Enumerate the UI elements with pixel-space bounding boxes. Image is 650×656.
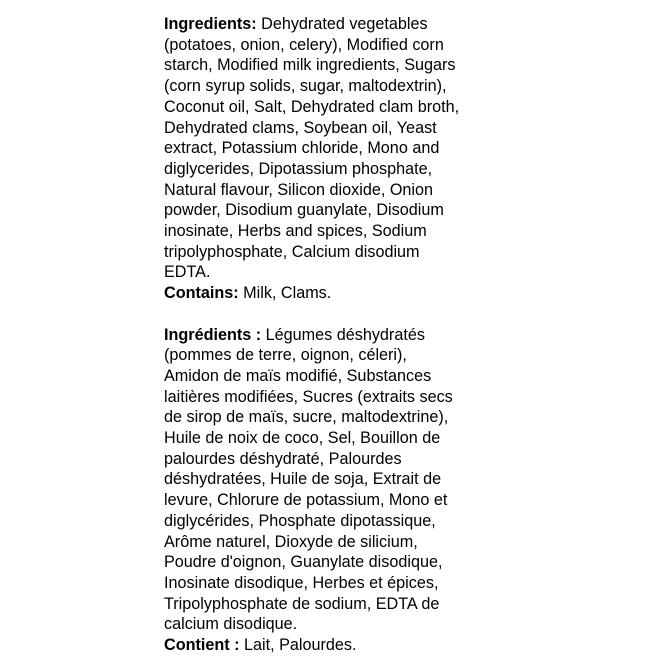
french-line-12: Poudre d'oignon, Guanylate disodique, <box>164 553 443 572</box>
english-line-5: Coconut oil, Salt, Dehydrated clam broth, <box>164 97 460 116</box>
english-line-10: powder, Disodium guanylate, Disodium <box>164 201 444 220</box>
french-line-14: Tripolyphosphate de sodium, EDTA de <box>164 594 440 613</box>
french-line-10: diglycérides, Phosphate dipotassique, <box>164 511 436 530</box>
section-spacer <box>164 304 504 325</box>
french-line-8: déshydratées, Huile de soja, Extrait de <box>164 470 442 489</box>
french-line-4: laitières modifiées, Sucres (extraits secs <box>164 387 453 406</box>
english-line-11: inosinate, Herbs and spices, Sodium <box>164 222 427 241</box>
english-contains-text: Milk, Clams. <box>238 284 332 303</box>
french-ingredients-paragraph <box>164 325 504 656</box>
french-line-11: Arôme naturel, Dioxyde de silicium, <box>164 532 418 551</box>
english-line-1 <box>164 14 504 35</box>
french-line-6: Huile de noix de coco, Sel, Bouillon de <box>164 429 441 448</box>
french-line-15: calcium disodique. <box>164 615 298 634</box>
english-line-12: tripolyphosphate, Calcium disodium <box>164 242 420 261</box>
french-line-1 <box>164 325 504 346</box>
english-ingredients-heading: Ingredients: <box>164 15 257 33</box>
english-ingredients-paragraph <box>164 14 504 304</box>
french-contains-heading: Contient : <box>164 636 240 655</box>
english-line-4: (corn syrup solids, sugar, maltodextrin), <box>164 77 447 96</box>
english-contains-line <box>164 283 504 304</box>
ingredients-label-panel <box>164 14 504 656</box>
french-line-7: palourdes déshydraté, Palourdes <box>164 449 402 468</box>
english-contains-heading: Contains: <box>164 284 239 303</box>
french-line-2: (pommes de terre, oignon, céleri), <box>164 346 407 365</box>
english-ingredients-text: Dehydrated vegetables <box>256 15 428 33</box>
english-line-13: EDTA. <box>164 263 211 282</box>
english-line-2: (potatoes, onion, celery), Modified corn <box>164 35 444 54</box>
french-contains-line <box>164 635 504 656</box>
english-line-8: diglycerides, Dipotassium phosphate, <box>164 159 433 178</box>
french-contains-text: Lait, Palourdes. <box>239 636 357 655</box>
english-line-7: extract, Potassium chloride, Mono and <box>164 139 440 158</box>
french-line-13: Inosinate disodique, Herbes et épices, <box>164 573 439 592</box>
english-line-3: starch, Modified milk ingredients, Sugars <box>164 56 456 75</box>
french-line-3: Amidon de maïs modifié, Substances <box>164 366 432 385</box>
french-line-9: levure, Chlorure de potassium, Mono et <box>164 491 448 510</box>
french-ingredients-text: Légumes déshydratés <box>261 325 425 344</box>
french-ingredients-heading: Ingrédients : <box>164 325 262 344</box>
english-line-9: Natural flavour, Silicon dioxide, Onion <box>164 180 434 199</box>
english-line-6: Dehydrated clams, Soybean oil, Yeast <box>164 118 437 137</box>
french-line-5: de sirop de maïs, sucre, maltodextrine), <box>164 408 449 427</box>
